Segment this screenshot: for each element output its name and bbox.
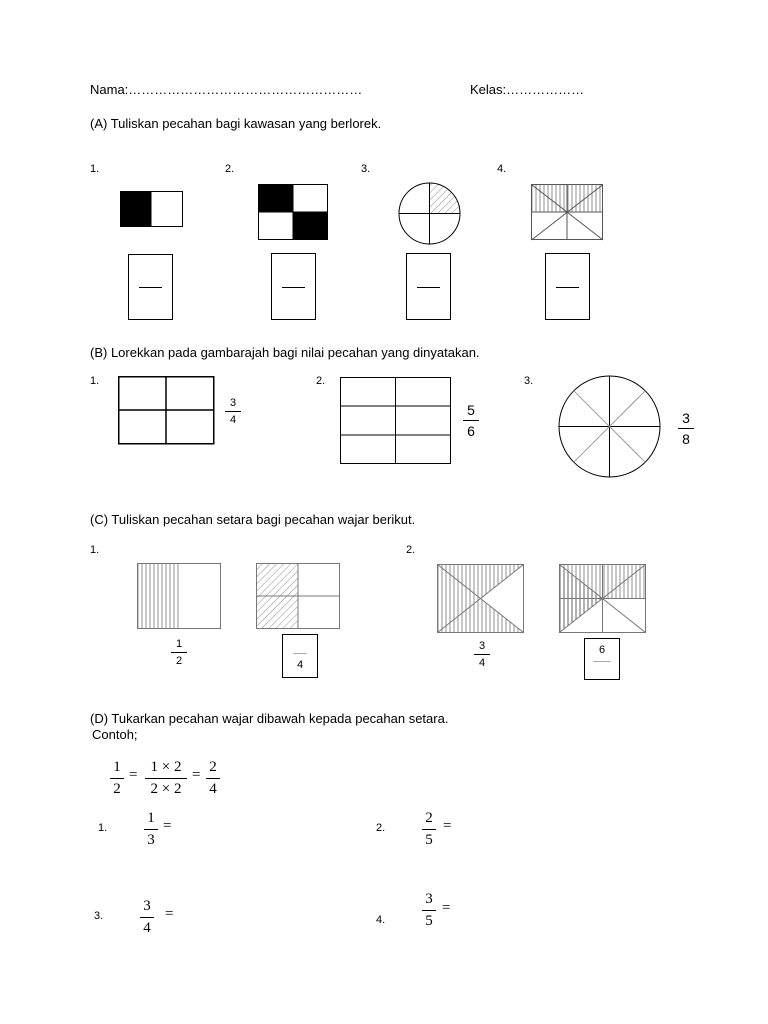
section-d-equals-4: = xyxy=(442,900,451,916)
section-b-fraction-1: 3 4 xyxy=(225,397,241,426)
section-a-figure-1 xyxy=(120,191,184,228)
section-b-item-2-number: 2. xyxy=(316,375,326,387)
section-d-item-3-number: 3. xyxy=(94,910,104,922)
example-equals-2: = xyxy=(192,767,201,783)
section-d-equals-2: = xyxy=(443,818,452,834)
section-a-item-1-number: 1. xyxy=(90,163,100,175)
section-c-item-1-number: 1. xyxy=(90,544,100,556)
section-d-item-2-number: 2. xyxy=(376,822,386,834)
section-b-fraction-2: 5 6 xyxy=(463,402,479,439)
example-fraction-2: 1 × 2 2 × 2 xyxy=(145,759,187,798)
section-b-figure-1[interactable] xyxy=(118,376,215,445)
section-b-fraction-3: 3 8 xyxy=(678,410,694,447)
example-equals-1: = xyxy=(129,767,138,783)
section-b-item-3-number: 3. xyxy=(524,375,534,387)
section-d-equals-3: = xyxy=(165,906,174,922)
section-c-answer-box-2[interactable] xyxy=(584,638,620,680)
section-a-answer-box-4[interactable] xyxy=(545,253,590,320)
section-c-figure-1b xyxy=(256,563,341,630)
section-c-fraction-1: 1 2 xyxy=(171,638,187,667)
section-a-answer-box-3[interactable] xyxy=(406,253,451,320)
section-d-fraction-4: 3 5 xyxy=(422,891,436,930)
section-d-title: (D) Tukarkan pecahan wajar dibawah kepada pecahan setara. xyxy=(90,711,449,726)
section-b-item-1-number: 1. xyxy=(90,375,100,387)
section-d-item-1-number: 1. xyxy=(98,822,108,834)
section-b-title: (B) Lorekkan pada gambarajah bagi nilai pecahan yang dinyatakan. xyxy=(90,345,480,360)
class-field-label: Kelas:……………… xyxy=(470,82,585,97)
example-fraction-3: 2 4 xyxy=(206,759,220,798)
section-b-figure-3[interactable] xyxy=(558,375,662,479)
section-c-title: (C) Tuliskan pecahan setara bagi pecahan wajar berikut. xyxy=(90,512,416,527)
section-c-answer-box-1[interactable] xyxy=(282,634,318,678)
section-a-figure-3 xyxy=(398,182,462,246)
section-c-fraction-2: 3 4 xyxy=(474,640,490,669)
section-d-example-label: Contoh; xyxy=(92,727,138,742)
section-a-answer-box-1[interactable] xyxy=(128,254,173,320)
section-a-title: (A) Tuliskan pecahan bagi kawasan yang berlorek. xyxy=(90,116,382,131)
section-d-fraction-2: 2 5 xyxy=(422,810,436,849)
section-c-item-2-number: 2. xyxy=(406,544,416,556)
section-d-item-4-number: 4. xyxy=(376,914,386,926)
section-c-figure-2b xyxy=(559,564,647,634)
section-a-figure-4 xyxy=(531,184,604,241)
section-c-figure-2a xyxy=(437,564,525,634)
section-a-item-2-number: 2. xyxy=(225,163,235,175)
section-b-figure-2[interactable] xyxy=(340,377,452,465)
section-a-item-4-number: 4. xyxy=(497,163,507,175)
section-d-fraction-3: 3 4 xyxy=(140,898,154,937)
section-a-figure-2 xyxy=(258,184,329,241)
name-field-label: Nama:……………………………………………… xyxy=(90,82,363,97)
section-d-fraction-1: 1 3 xyxy=(144,810,158,849)
section-c-answer-2-denominator: 6 xyxy=(598,644,606,656)
section-a-answer-box-2[interactable] xyxy=(271,253,316,320)
section-d-equals-1: = xyxy=(163,818,172,834)
section-c-figure-1a xyxy=(137,563,222,630)
section-c-answer-1-denominator: 4 xyxy=(296,659,304,671)
example-fraction-1: 1 2 xyxy=(110,759,124,798)
section-a-item-3-number: 3. xyxy=(361,163,371,175)
